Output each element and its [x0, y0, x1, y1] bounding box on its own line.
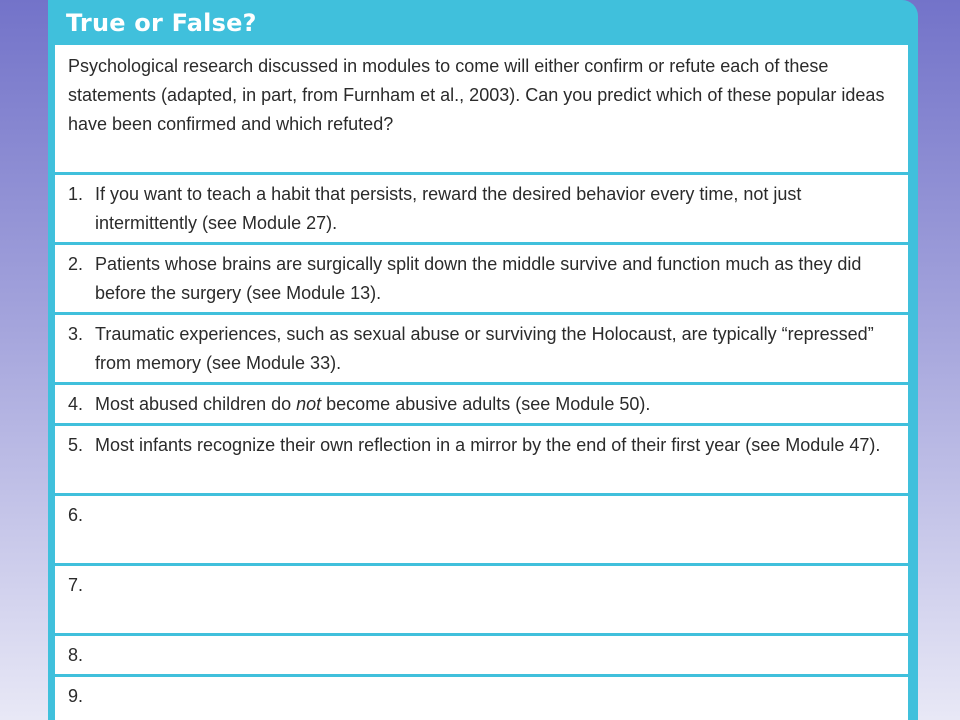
statement-text: Traumatic experiences, such as sexual abuse or surviving the Holocaust, are typically “repressed” from memory (see Module 33). — [95, 324, 874, 373]
statement-row-3 — [55, 312, 908, 382]
statement-text-after: become abusive adults (see Module 50). — [321, 394, 651, 414]
statement-number: 9. — [68, 686, 84, 706]
statement-row-2 — [55, 242, 908, 312]
statement-emphasis: not — [296, 394, 322, 414]
statement-number: 1. — [68, 184, 84, 204]
true-or-false-panel — [48, 0, 918, 720]
statement-text: Most infants recognize their own reflection in a mirror by the end of their first year (see Module 47). — [95, 435, 881, 455]
statement-row-1 — [55, 172, 908, 242]
statements-sheet — [55, 45, 908, 720]
statement-row-9 — [55, 674, 908, 720]
statement-number: 7. — [68, 575, 84, 595]
statement-number: 8. — [68, 645, 84, 665]
statement-number: 4. — [68, 394, 84, 414]
statement-row-7 — [55, 563, 908, 633]
statement-text — [95, 390, 895, 419]
statement-row-5 — [55, 423, 908, 493]
statement-number: 2. — [68, 254, 84, 274]
statement-number: 3. — [68, 324, 84, 344]
panel-title: True or False? — [66, 9, 257, 37]
statement-text-before: Most abused children do — [95, 394, 297, 414]
statement-text: Patients whose brains are surgically split down the middle survive and function much as they did before the surgery (see Module 13). — [95, 254, 862, 303]
statement-row-6 — [55, 493, 908, 563]
statement-text: If you want to teach a habit that persists, reward the desired behavior every time, not just intermittently (see Module 27). — [95, 184, 802, 233]
intro-text: Psychological research discussed in modules to come will either confirm or refute each of these statements (adapted, in part, from Furnham et al., 2003). Can you predict which of these popular ideas have been confirmed and which refuted? — [68, 56, 885, 134]
statement-row-8 — [55, 633, 908, 674]
intro-row — [55, 45, 908, 172]
statement-number: 6. — [68, 505, 84, 525]
statement-row-4 — [55, 382, 908, 423]
statement-number: 5. — [68, 435, 84, 455]
